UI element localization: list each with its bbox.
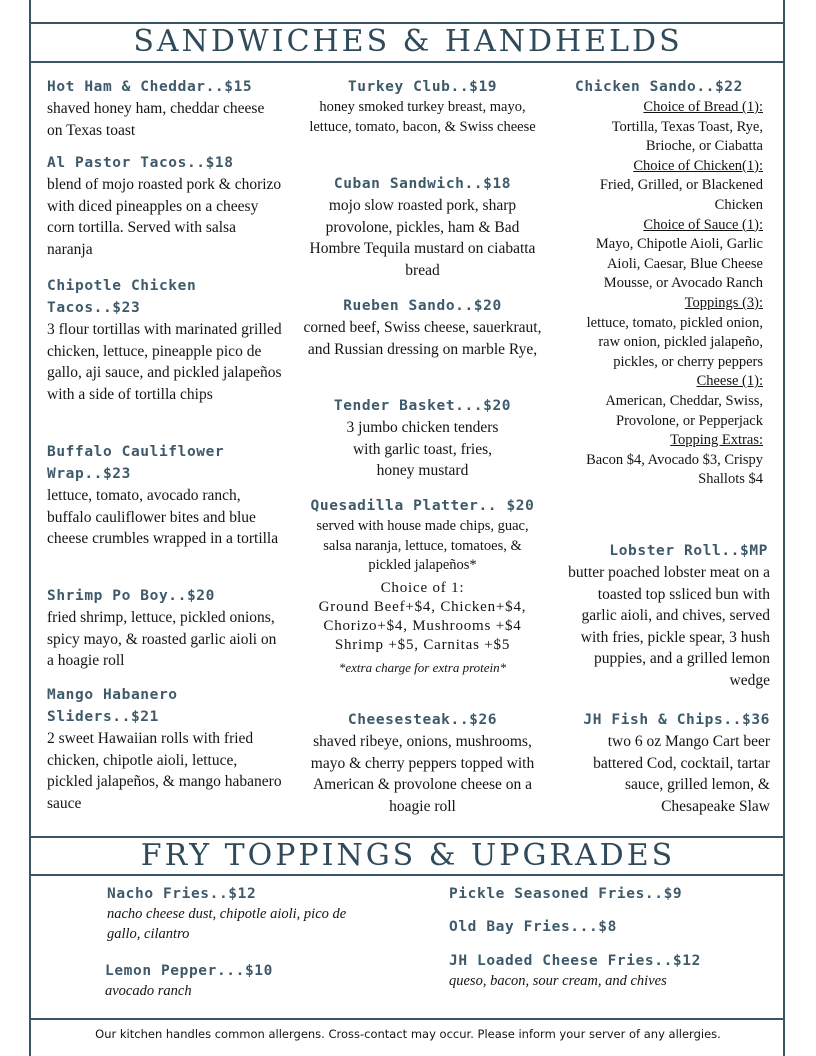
option-label: Cheese (1): <box>696 373 763 390</box>
item-description: two 6 oz Mango Cart beer battered Cod, cocktail, tartar sauce, grilled lemon, & Chesapeake Slaw <box>593 733 770 815</box>
choice-line: Chorizo+$4, Mushrooms +$4 <box>323 617 522 634</box>
menu-item <box>47 441 282 550</box>
fry-item <box>449 950 749 992</box>
protein-note: *extra charge for extra protein* <box>338 659 507 675</box>
item-description: fried shrimp, lettuce, pickled onions, spicy mayo, & roasted garlic aioli on a hoagie roll <box>47 609 277 669</box>
menu-item <box>47 152 282 260</box>
option-text: lettuce, tomato, pickled onion, raw onion, pickled jalapeño, pickles, or cherry peppers <box>586 314 763 370</box>
item-description: nacho cheese dust, chipotle aioli, pico de gallo, cilantro <box>107 906 347 942</box>
allergen-notice: Our kitchen handles common allergens. Cross-contact may occur. Please inform your server of any allergies. <box>95 1027 721 1041</box>
menu-item <box>47 684 282 814</box>
choice-line: Shrimp +$5, Carnitas +$5 <box>334 636 511 653</box>
menu-item <box>300 295 545 360</box>
section-title-fry-toppings: FRY TOPPINGS & UPGRADES <box>140 838 676 873</box>
option-label: Choice of Sauce (1): <box>643 216 763 233</box>
item-description: corned beef, Swiss cheese, sauerkraut, and Russian dressing on marble Rye, <box>303 319 542 358</box>
item-title: Old Bay Fries...$8 <box>449 919 617 935</box>
option-text: Bacon $4, Avocado $3, Crispy Shallots $4 <box>586 451 763 488</box>
item-description: lettuce, tomato, avocado ranch, buffalo cauliflower bites and blue cheese crumbles wrapped in a tortilla <box>47 487 279 547</box>
menu-item <box>300 495 545 677</box>
fry-item <box>107 883 367 944</box>
item-description: 3 jumbo chicken tenders with garlic toast, fries, honey mustard <box>346 419 499 479</box>
item-title: Cuban Sandwich..$18 <box>333 176 512 192</box>
fry-item <box>105 960 365 1002</box>
menu-item-chicken-sando <box>565 76 763 490</box>
item-title: Rueben Sando..$20 <box>343 298 502 314</box>
item-title: Pickle Seasoned Fries..$9 <box>449 886 683 902</box>
option-text: American, Cheddar, Swiss, Provolone, or Pepperjack <box>605 392 763 429</box>
divider <box>29 874 785 876</box>
choice-line: Ground Beef+$4, Chicken+$4, <box>318 598 527 615</box>
item-description: butter poached lobster meat on a toasted top ssliced bun with garlic aioli, and chives, served with fries, pickle spear, 3 hush puppies, and a grilled lemon wedge <box>568 564 770 689</box>
item-description: honey smoked turkey breast, mayo, lettuce, tomato, bacon, & Swiss cheese <box>309 99 536 135</box>
item-title: Chipotle Chicken Tacos..$23 <box>47 278 197 316</box>
item-title: Lemon Pepper...$10 <box>105 963 273 979</box>
item-description: blend of mojo roasted pork & chorizo with diced pineapples on a cheesy corn tortilla. Served with salsa naranja <box>47 176 282 258</box>
option-label: Toppings (3): <box>684 294 763 311</box>
option-label: Choice of Chicken(1): <box>633 157 763 174</box>
menu-item <box>47 275 282 405</box>
option-label: Choice of Bread (1): <box>643 99 763 115</box>
option-text: Tortilla, Texas Toast, Rye, Brioche, or Ciabatta <box>611 118 763 155</box>
divider <box>29 61 785 63</box>
option-text: Mayo, Chipotle Aioli, Garlic Aioli, Caesar, Blue Cheese Mousse, or Avocado Ranch <box>595 236 763 292</box>
item-title: Quesadilla Platter.. $20 <box>310 498 535 514</box>
divider <box>29 1018 785 1020</box>
item-description: queso, bacon, sour cream, and chives <box>449 973 667 989</box>
item-title: Nacho Fries..$12 <box>107 886 257 902</box>
choice-header: Choice of 1: <box>380 579 465 596</box>
menu-item-lobster-roll <box>560 540 770 691</box>
item-title: Tender Basket...$20 <box>333 398 512 414</box>
menu-item-fish-chips <box>560 709 770 817</box>
menu-item <box>47 76 282 141</box>
item-description: served with house made chips, guac, salsa naranja, lettuce, tomatoes, & pickled jalapeños* <box>316 518 529 574</box>
option-label: Topping Extras: <box>670 432 763 449</box>
section-title-sandwiches: SANDWICHES & HANDHELDS <box>133 24 683 59</box>
menu-item <box>300 395 545 482</box>
item-description: 2 sweet Hawaiian rolls with fried chicken, chipotle aioli, lettuce, pickled jalapeños, & mango habanero sauce <box>47 730 282 812</box>
item-description: shaved honey ham, cheddar cheese on Texas toast <box>47 100 265 139</box>
menu-item <box>300 709 545 817</box>
menu-item <box>47 585 282 672</box>
menu-item <box>300 173 545 281</box>
item-title: Hot Ham & Cheddar..$15 <box>47 79 253 95</box>
item-description: shaved ribeye, onions, mushrooms, mayo & cherry peppers topped with American & provolone cheese on a hoagie roll <box>310 733 535 815</box>
item-title: Mango Habanero Sliders..$21 <box>47 687 178 725</box>
item-title: Buffalo Cauliflower Wrap..$23 <box>47 444 225 482</box>
item-title: Al Pastor Tacos..$18 <box>47 155 234 171</box>
item-description: mojo slow roasted pork, sharp provolone, pickles, ham & Bad Hombre Tequila mustard on ciabatta bread <box>309 197 536 279</box>
item-title: Chicken Sando..$22 <box>575 79 743 95</box>
menu-item <box>300 76 545 137</box>
fry-item <box>449 883 749 905</box>
item-description: avocado ranch <box>105 983 192 999</box>
fry-item <box>449 916 749 938</box>
item-description: 3 flour tortillas with marinated grilled chicken, lettuce, pineapple pico de gallo, aji sauce, and pickled jalapeños with a side of tortilla chips <box>47 321 282 403</box>
item-title: Lobster Roll..$MP <box>609 543 768 559</box>
item-title: Cheesesteak..$26 <box>347 712 498 728</box>
item-title: JH Fish & Chips..$36 <box>583 712 770 728</box>
option-text: Fried, Grilled, or Blackened Chicken <box>599 177 763 213</box>
item-title: Turkey Club..$19 <box>347 79 498 95</box>
item-title: Shrimp Po Boy..$20 <box>47 588 215 604</box>
item-title: JH Loaded Cheese Fries..$12 <box>449 953 701 969</box>
